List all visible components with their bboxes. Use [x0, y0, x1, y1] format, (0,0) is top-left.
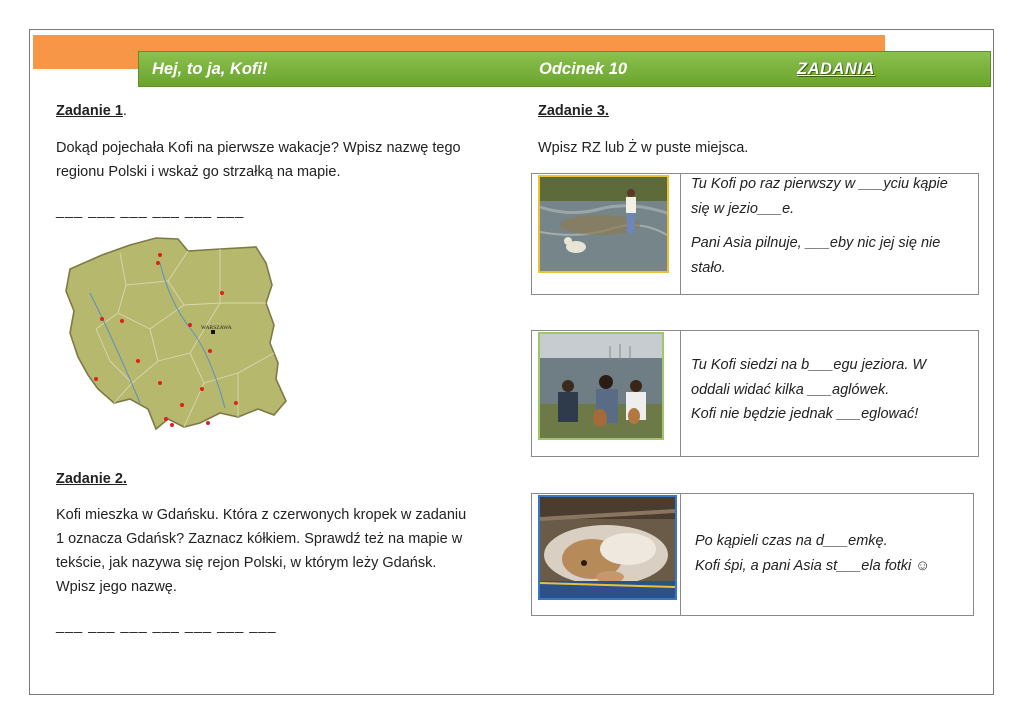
task2-line4: Wpisz jego nazwę.	[56, 579, 177, 595]
task3-item2-line3: Kofi nie będzie jednak ___eglować!	[691, 406, 919, 422]
header-title: Hej, to ja, Kofi!	[152, 60, 268, 78]
task3-item1-line2: się w jezio___e.	[691, 200, 795, 217]
task1-question-line1: Dokąd pojechała Kofi na pierwsze wakacje? Wpisz nazwę tego	[56, 140, 461, 156]
lakeshore-image	[540, 334, 662, 438]
task1-heading-wrap	[56, 99, 127, 123]
task1-answer-blanks[interactable]: ___ ___ ___ ___ ___ ___	[56, 203, 245, 219]
task3-heading: Zadanie 3.	[538, 103, 609, 119]
task1-heading-punct: .	[122, 103, 127, 119]
lake-wading-image	[540, 177, 667, 271]
task3-item3-text	[695, 529, 930, 578]
task1-question-line2: regionu Polski i wskaż go strzałką na mapie.	[56, 164, 341, 180]
task2-line3: tekście, jak nazywa się rejon Polski, w którym leży Gdańsk.	[56, 555, 437, 571]
poland-map	[60, 233, 288, 441]
task2-line1: Kofi mieszka w Gdańsku. Która z czerwonych kropek w zadaniu	[56, 507, 467, 523]
task2-heading: Zadanie 2.	[56, 471, 127, 487]
task2-answer-blanks[interactable]: ___ ___ ___ ___ ___ ___ ___	[56, 618, 277, 634]
task3-item3-line1: Po kąpieli czas na d___emkę.	[695, 533, 888, 549]
task3-item2-text	[691, 353, 926, 427]
task3-item2-divider	[680, 331, 681, 456]
header-episode: Odcinek 10	[539, 60, 628, 78]
task3-item3-divider	[680, 494, 681, 615]
task3-item1-line1: Tu Kofi po raz pierwszy w ___yciu kąpie	[691, 176, 948, 192]
task3-item1-line4: stało.	[691, 259, 726, 276]
lake-wading-photo	[538, 175, 669, 273]
header-tasks-label: ZADANIA	[797, 60, 875, 78]
task3-item1-line3: Pani Asia pilnuje, ___eby nic jej się nie	[691, 235, 941, 251]
task3-item1-divider	[680, 174, 681, 294]
sleeping-dog-image	[540, 497, 675, 598]
task3-instruction: Wpisz RZ lub Ż w puste miejsca.	[538, 140, 749, 156]
capital-label: WARSZAWA	[201, 325, 232, 331]
task2-line2: 1 oznacza Gdańsk? Zaznacz kółkiem. Sprawdź też na mapie w	[56, 531, 463, 547]
task3-item2-line2: oddali widać kilka ___aglówek.	[691, 381, 890, 398]
task1-heading: Zadanie 1	[56, 103, 123, 119]
poland-outline	[66, 238, 286, 429]
task3-item3-line2: Kofi śpi, a pani Asia st___ela fotki ☺	[695, 557, 931, 574]
sleeping-dog-photo	[538, 495, 677, 600]
task3-item1-text	[691, 172, 948, 280]
task3-item2-line1: Tu Kofi siedzi na b___egu jeziora. W	[691, 357, 927, 373]
lakeshore-photo	[538, 332, 664, 440]
